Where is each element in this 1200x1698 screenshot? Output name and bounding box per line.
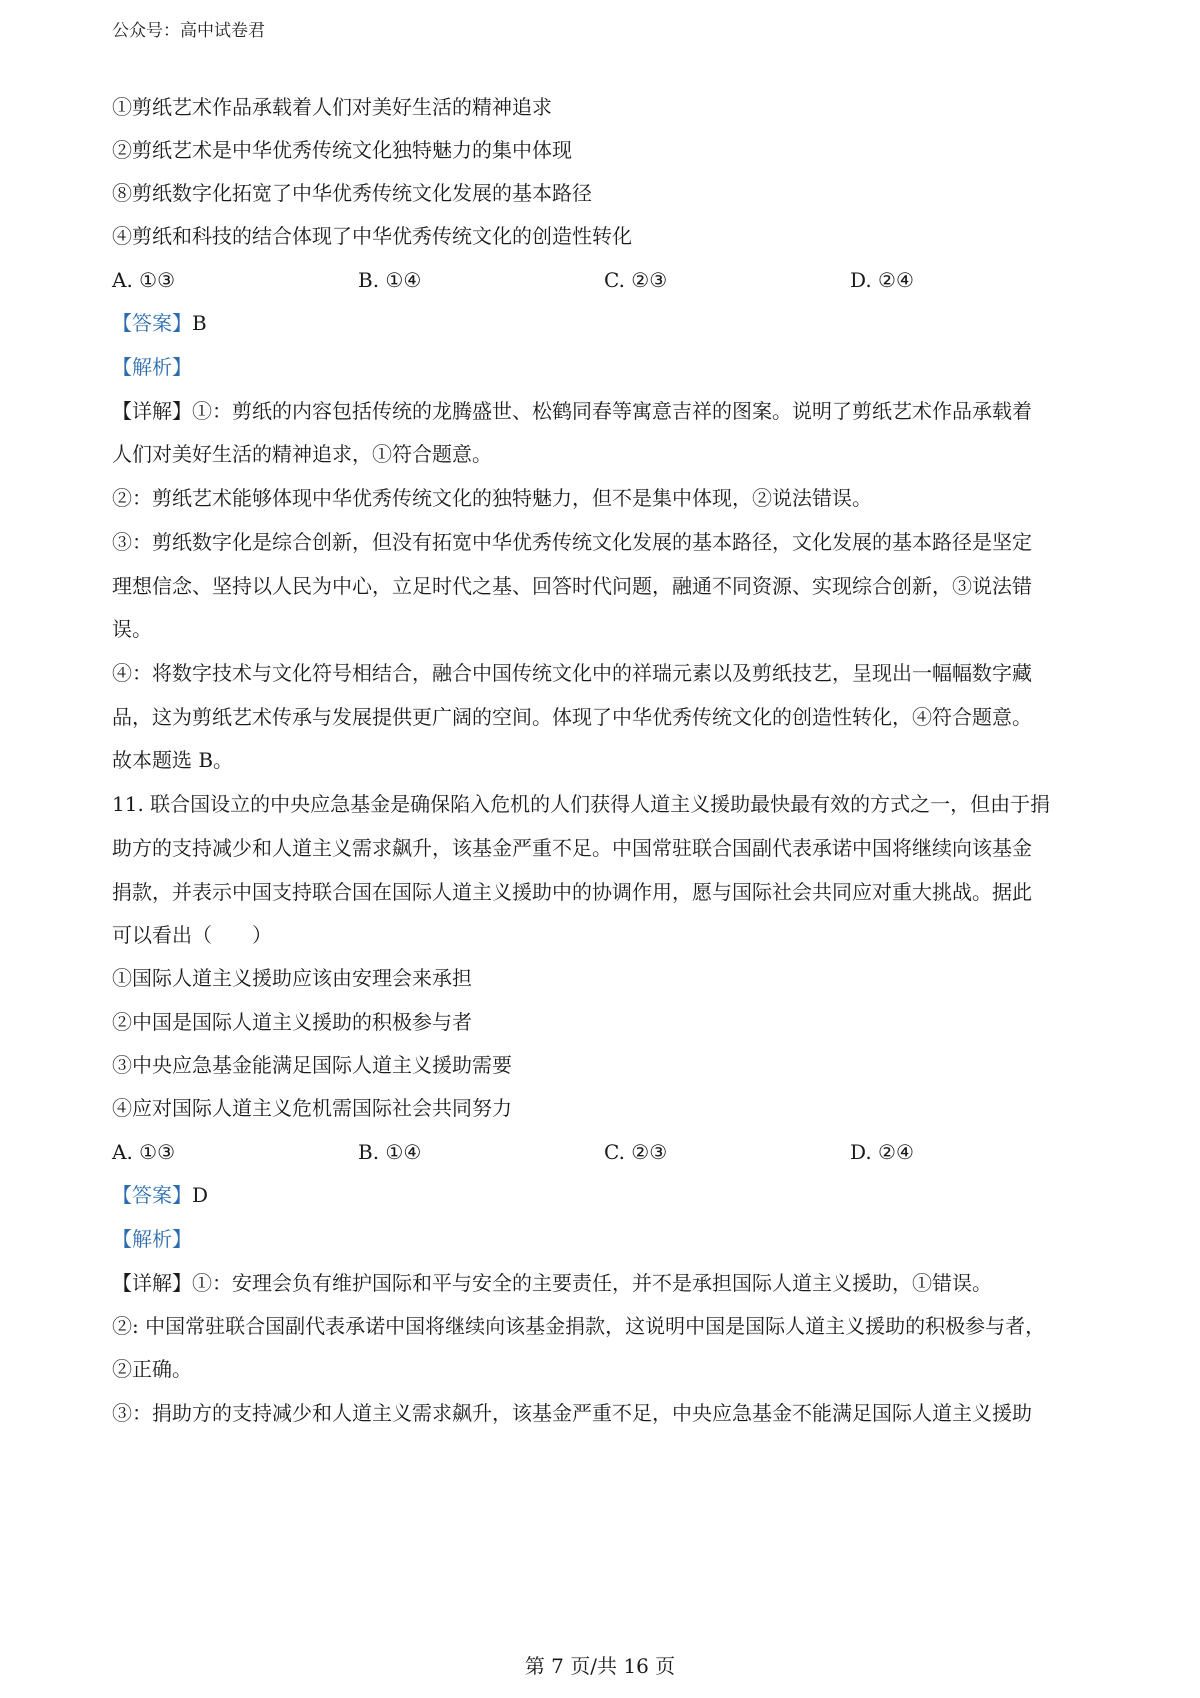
q10-detail-line-7: ④：将数字技术与文化符号相结合，融合中国传统文化中的祥瑞元素以及剪纸技艺，呈现出一幅幅数字藏	[112, 661, 1032, 685]
q10-choice-c: C. ②③	[604, 268, 668, 292]
q11-answer-label: 【答案】	[112, 1183, 192, 1207]
q11-analysis-label: 【解析】	[112, 1227, 192, 1251]
q11-choice-c: C. ②③	[604, 1140, 668, 1164]
q11-choice-a: A. ①③	[112, 1140, 176, 1164]
q10-option-1: ①剪纸艺术作品承载着人们对美好生活的精神追求	[112, 95, 552, 119]
q11-option-1: ①国际人道主义援助应该由安理会来承担	[112, 966, 472, 990]
q10-choice-d: D. ②④	[850, 268, 914, 292]
q10-option-2: ②剪纸艺术是中华优秀传统文化独特魅力的集中体现	[112, 138, 572, 162]
q11-answer	[112, 1183, 208, 1207]
q11-answer-value: D	[192, 1183, 209, 1207]
q11-option-2: ②中国是国际人道主义援助的积极参与者	[112, 1010, 472, 1034]
q11-analysis	[112, 1227, 192, 1251]
q11-choices	[112, 1140, 972, 1164]
q11-stem-line-4: 可以看出（ ）	[112, 923, 272, 947]
q11-choice-d: D. ②④	[850, 1140, 914, 1164]
q10-conclusion: 故本题选 B。	[112, 748, 234, 772]
q10-answer	[112, 311, 207, 335]
q10-analysis-label: 【解析】	[112, 355, 192, 379]
q10-detail-text-1: ①：剪纸的内容包括传统的龙腾盛世、松鹤同春等寓意吉祥的图案。说明了剪纸艺术作品承载着	[192, 399, 1032, 423]
q11-detail-line-3: ②正确。	[112, 1357, 192, 1381]
q11-stem-line-1: 11. 联合国设立的中央应急基金是确保陷入危机的人们获得人道主义援助最快最有效的方式之一，但由于捐	[112, 792, 1051, 816]
q10-detail-line-1	[112, 399, 1032, 423]
q10-detail-line-3: ②：剪纸艺术能够体现中华优秀传统文化的独特魅力，但不是集中体现，②说法错误。	[112, 486, 872, 510]
q10-choice-b: B. ①④	[358, 268, 422, 292]
q11-detail-line-2: ②: 中国常驻联合国副代表承诺中国将继续向该基金捐款，这说明中国是国际人道主义援助的积极参与者，	[112, 1314, 1046, 1338]
q10-choice-a: A. ①③	[112, 268, 176, 292]
q10-choices	[112, 268, 972, 292]
q10-detail-line-4: ③：剪纸数字化是综合创新，但没有拓宽中华优秀传统文化发展的基本路径，文化发展的基本路径是坚定	[112, 530, 1032, 554]
q11-stem-line-3: 捐款，并表示中国支持联合国在国际人道主义援助中的协调作用，愿与国际社会共同应对重大挑战。据此	[112, 880, 1032, 904]
q10-analysis	[112, 355, 192, 379]
q10-answer-value: B	[192, 311, 207, 335]
page-number: 第 7 页/共 16 页	[524, 1654, 676, 1678]
q11-detail-label: 【详解】	[112, 1271, 192, 1295]
header-source: 公众号：高中试卷君	[112, 21, 265, 41]
q10-detail-line-6: 误。	[112, 617, 152, 641]
q11-choice-b: B. ①④	[358, 1140, 422, 1164]
q10-detail-line-5: 理想信念、坚持以人民为中心，立足时代之基、回答时代问题，融通不同资源、实现综合创新，③说法错	[112, 574, 1032, 598]
q10-detail-label: 【详解】	[112, 399, 192, 423]
q11-stem-line-2: 助方的支持减少和人道主义需求飙升，该基金严重不足。中国常驻联合国副代表承诺中国将继续向该基金	[112, 836, 1032, 860]
q11-detail-text-1: ①：安理会负有维护国际和平与安全的主要责任，并不是承担国际人道主义援助，①错误。	[192, 1271, 992, 1295]
q10-answer-label: 【答案】	[112, 311, 192, 335]
q11-detail-line-1	[112, 1271, 992, 1295]
q11-option-4: ④应对国际人道主义危机需国际社会共同努力	[112, 1096, 512, 1120]
q11-option-3: ③中央应急基金能满足国际人道主义援助需要	[112, 1053, 512, 1077]
q10-detail-line-8: 品，这为剪纸艺术传承与发展提供更广阔的空间。体现了中华优秀传统文化的创造性转化，④符合题意。	[112, 705, 1032, 729]
q11-detail-line-4: ③：捐助方的支持减少和人道主义需求飙升，该基金严重不足，中央应急基金不能满足国际人道主义援助	[112, 1401, 1032, 1425]
q10-option-4: ④剪纸和科技的结合体现了中华优秀传统文化的创造性转化	[112, 224, 632, 248]
q10-option-3: ⑧剪纸数字化拓宽了中华优秀传统文化发展的基本路径	[112, 181, 592, 205]
q10-detail-line-2: 人们对美好生活的精神追求，①符合题意。	[112, 442, 492, 466]
